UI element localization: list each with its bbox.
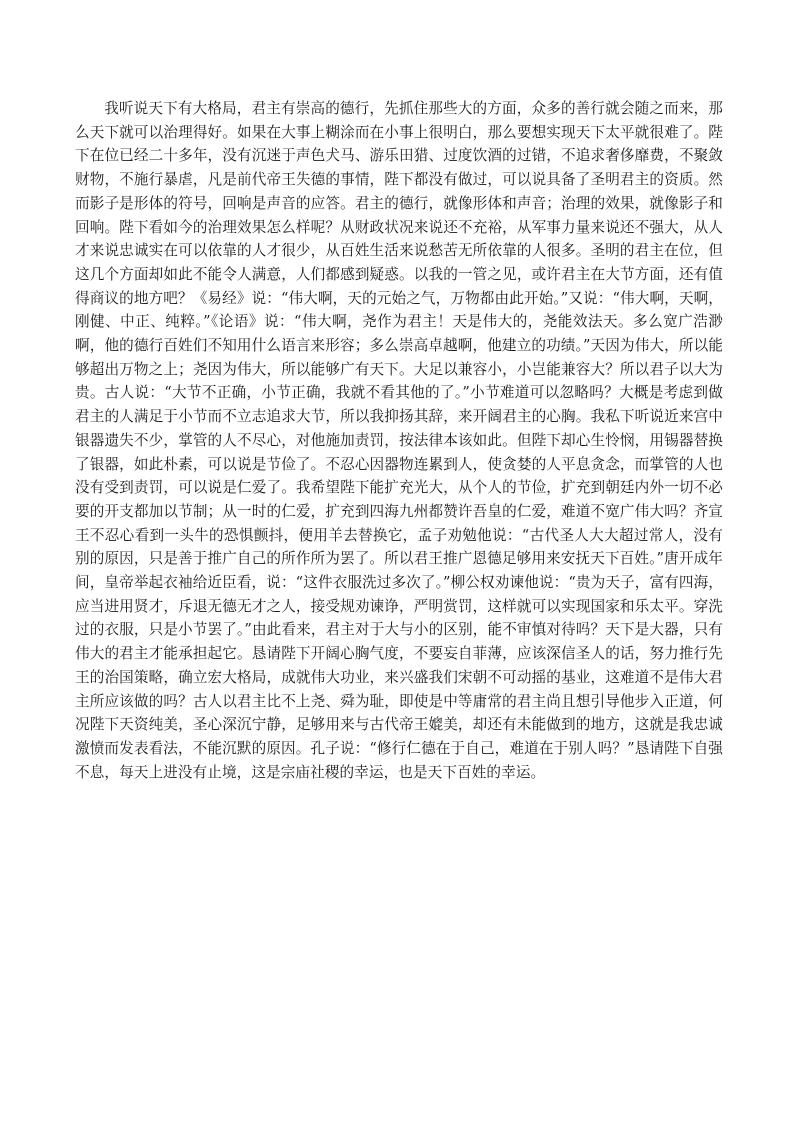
body-paragraph: 我听说天下有大格局，君主有崇高的德行，先抓住那些大的方面，众多的善行就会随之而来，那么天下就可以治理得好。如果在大事上糊涂而在小事上很明白，那么要想实现天下太平就很难了。陛下在位已经二十多年，没有沉迷于声色犬马、游乐田猎、过度饮酒的过错，不追求奢侈靡费，不聚敛财物，不施行暴虐，凡是前代帝王失德的事情，陛下都没有做过，可以说具备了圣明君主的资质。然而影子是形体的符号，回响是声音的应答。君主的德行，就像形体和声音；治理的效果，就像影子和回响。陛下看如今的治理效果怎么样呢？从财政状况来说还不充裕，从军事力量来说还不强大，从人才来说忠诚实在可以依靠的人才很少，从百姓生活来说愁苦无所依靠的人很多。圣明的君主在位，但这几个方面却如此不能令人满意，人们都感到疑惑。以我的一管之见，或许君主在大节方面，还有值得商议的地方吧？《易经》说：“伟大啊，天的元始之气，万物都由此开始。”又说：“伟大啊，天啊，刚健、中正、纯粹。”《论语》说：“伟大啊，尧作为君主！天是伟大的，尧能效法天。多么宽广浩渺啊，他的德行百姓们不知用什么语言来形容；多么崇高卓越啊，他建立的功绩。”天因为伟大，所以能够超出万物之上；尧因为伟大，所以能够广有天下。大足以兼容小，小岂能兼容大？所以君子以大为贵。古人说：“大节不正确，小节正确，我就不看其他的了。”小节难道可以忽略吗？大概是考虑到做君主的人满足于小节而不立志追求大节，所以我抑扬其辞，来开阔君主的心胸。我私下听说近来宫中银器遗失不少，掌管的人不尽心，对他施加责罚，按法律本该如此。但陛下却心生怜悯，用锡器替换了银器，如此朴素，可以说是节俭了。不忍心因器物连累到人，使贪婪的人平息贪念，而掌管的人也没有受到责罚，可以说是仁爱了。我希望陛下能扩充光大，从个人的节俭，扩充到朝廷内外一切不必要的开支都加以节制；从一时的仁爱，扩充到四海九州都赞许吾皇的仁爱，难道不宽广伟大吗？齐宣王不忍心看到一头牛的恐惧颤抖，便用羊去替换它，孟子劝勉他说：“古代圣人大大超过常人，没有别的原因，只是善于推广自己的所作所为罢了。所以君王推广恩德足够用来安抚天下百姓。”唐开成年间，皇帝举起衣袖给近臣看，说：“这件衣服洗过多次了。”柳公权劝谏他说：“贵为天子，富有四海，应当进用贤才，斥退无德无才之人，接受规劝谏诤，严明赏罚，这样就可以实现国家和乐太平。穿洗过的衣服，只是小节罢了。”由此看来，君主对于大与小的区别，能不审慎对待吗？天下是大器，只有伟大的君主才能承担起它。恳请陛下开阔心胸气度，不要妄自菲薄，应该深信圣人的话，努力推行先王的治国策略，确立宏大格局，成就伟大功业，来兴盛我们宋朝不可动摇的基业，这难道不是伟大君主所应该做的吗？古人以君主比不上尧、舜为耻，即使是中等庸常的君主尚且想引导他步入正道，何况陛下天资纯美，圣心深沉宁静，足够用来与古代帝王媲美，却还有未能做到的地方，这就是我忠诚激愤而发表看法，不能沉默的原因。孔子说：“修行仁德在于自己，难道在于别人吗？”恳请陛下自强不息，每天上进没有止境，这是宗庙社稷的幸运，也是天下百姓的幸运。 bbox=[75, 100, 723, 781]
